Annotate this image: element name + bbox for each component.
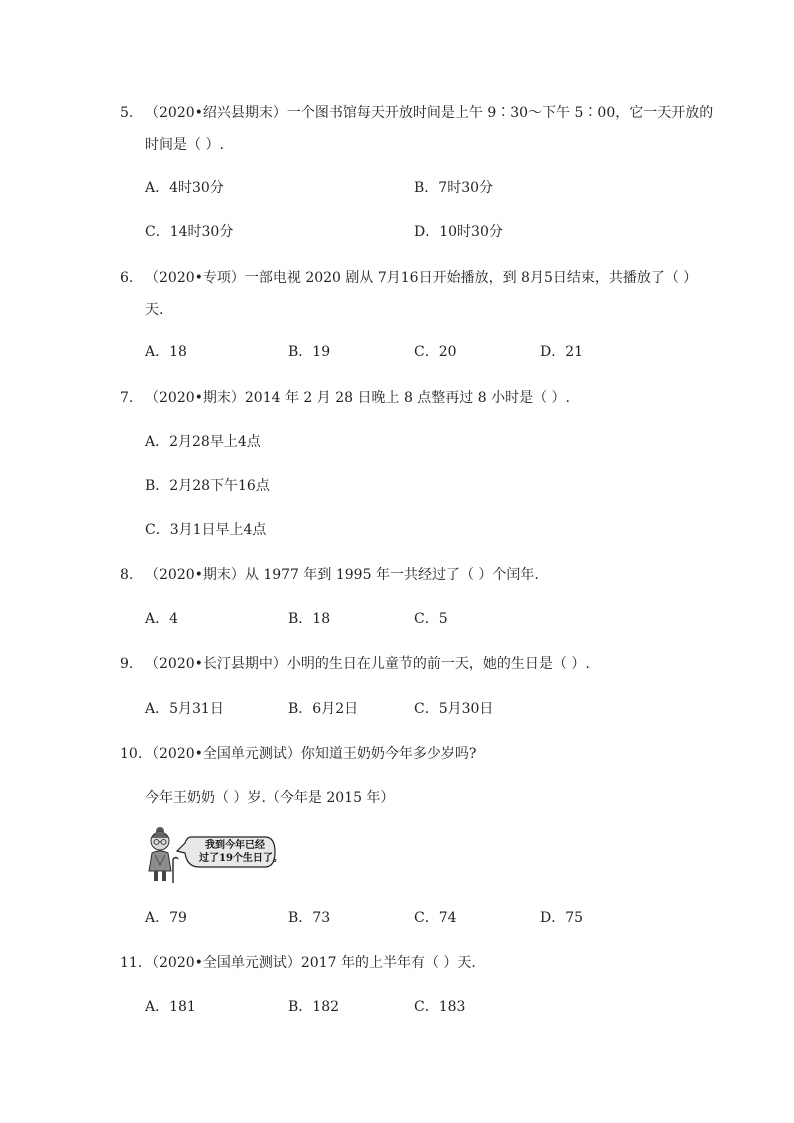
option-b: B．19 <box>288 344 331 360</box>
option-a: A．79 <box>145 910 187 926</box>
option-a: A．181 <box>145 999 196 1015</box>
question-number: 6. <box>120 270 134 286</box>
question-text: （2020•绍兴县期末）一个图书馆每天开放时间是上午 9∶30～下午 5∶00，它一天开放的 <box>145 105 714 121</box>
option-b: B．18 <box>288 611 331 627</box>
option-d: D．75 <box>540 910 584 926</box>
option-c: C．20 <box>414 344 457 360</box>
option-d: D．21 <box>540 344 584 360</box>
option-c: C．3月1日早上4点 <box>145 522 267 538</box>
speech-bubble-line-2: 过了19个生日了。 <box>199 853 283 864</box>
option-b: B．182 <box>288 999 340 1015</box>
option-b: B．73 <box>288 910 331 926</box>
option-a: A．2月28早上4点 <box>145 434 261 450</box>
question-text: （2020•全国单元测试）2017 年的上半年有（ ）天. <box>145 955 476 971</box>
question-text: （2020•期末）2014 年 2 月 28 日晚上 8 点整再过 8 小时是（ ）. <box>145 390 571 406</box>
grandma-illustration <box>143 825 283 887</box>
question-text: （2020•全国单元测试）你知道王奶奶今年多少岁吗? <box>145 746 477 762</box>
option-b: B．7时30分 <box>414 180 494 196</box>
question-text-continued: 天. <box>145 302 164 318</box>
question-number: 8. <box>120 567 134 583</box>
option-a: A．5月31日 <box>145 701 224 717</box>
option-c: C．74 <box>414 910 457 926</box>
option-a: A．4时30分 <box>145 180 224 196</box>
option-c: C．5月30日 <box>414 701 494 717</box>
question-number: 11. <box>120 955 143 971</box>
option-c: C．183 <box>414 999 466 1015</box>
question-number: 5. <box>120 105 134 121</box>
speech-bubble-line-1: 我到今年已经 <box>205 840 265 851</box>
question-text-continued: 今年王奶奶（ ）岁.（今年是 2015 年） <box>145 790 395 806</box>
question-text: （2020•长汀县期中）小明的生日在儿童节的前一天，她的生日是（ ）. <box>145 656 590 672</box>
question-number: 9. <box>120 656 134 672</box>
option-d: D．10时30分 <box>414 224 503 240</box>
question-number: 7. <box>120 390 134 406</box>
option-a: A．4 <box>145 611 179 627</box>
option-a: A．18 <box>145 344 187 360</box>
question-text: （2020•专项）一部电视 2020 剧从 7月16日开始播放，到 8月5日结束，共播放了（ ） <box>145 270 698 286</box>
question-number: 10. <box>120 746 143 762</box>
question-text: （2020•期末）从 1977 年到 1995 年一共经过了（ ）个闰年. <box>145 567 539 583</box>
option-c: C．14时30分 <box>145 224 234 240</box>
option-c: C．5 <box>414 611 448 627</box>
option-b: B．2月28下午16点 <box>145 478 270 494</box>
question-text-continued: 时间是（ ）. <box>145 137 224 153</box>
option-b: B．6月2日 <box>288 701 359 717</box>
